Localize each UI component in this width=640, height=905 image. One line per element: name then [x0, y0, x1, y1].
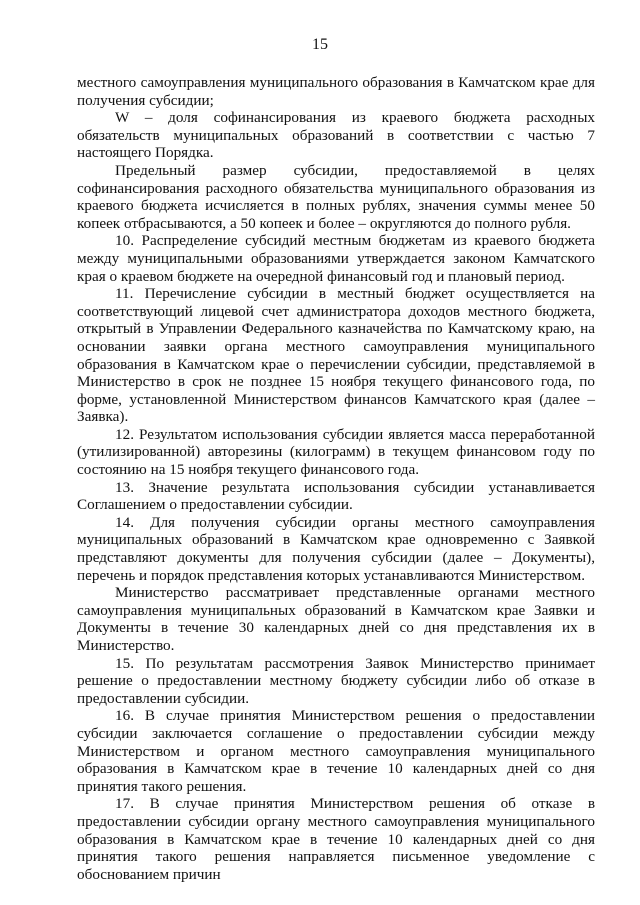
paragraph-item-16: 16. В случае принятия Министерством решения о предоставлении субсидии заключается соглашение о предоставлении субсидии между Министерством и органом местного самоуправления муниципального образования в Камчатском крае в течение 10 календарных дней со дня принятия такого решения.	[77, 707, 595, 795]
paragraph-max-subsidy: Предельный размер субсидии, предоставляемой в целях софинансирования расходного обязательства муниципального образования из краевого бюджета исчисляется в полных рублях, значения суммы менее 50 копеек отбрасываются, а 50 копеек и более – округляются до полного рубля.	[77, 161, 595, 232]
paragraph-item-14: 14. Для получения субсидии органы местного самоуправления муниципальных образований в Камчатском крае одновременно с Заявкой представляют документы для получения субсидии (далее – Документы), перечень и порядок представления которых устанавливаются Министерством.	[77, 513, 595, 584]
paragraph-item-13: 13. Значение результата использования субсидии устанавливается Соглашением о предоставлении субсидии.	[77, 478, 595, 514]
document-body	[77, 74, 595, 883]
paragraph-item-15: 15. По результатам рассмотрения Заявок Министерство принимает решение о предоставлении местному бюджету субсидии либо об отказе в предоставлении субсидии.	[77, 654, 595, 707]
paragraph-item-11: 11. Перечисление субсидии в местный бюджет осуществляется на соответствующий лицевой счет администратора доходов местного бюджета, открытый в Управлении Федерального казначейства по Камчатскому краю, на основании заявки органа местного самоуправления муниципального образования в Камчатском крае о перечислении субсидии, представляемой в Министерство в срок не позднее 15 ноября текущего финансового года, по форме, установленной Министерством финансов Камчатского края (далее – Заявка).	[77, 285, 595, 426]
paragraph-item-12: 12. Результатом использования субсидии является масса переработанной (утилизированной) авторезины (килограмм) в текущем финансовом году по состоянию на 15 ноября текущего финансового года.	[77, 425, 595, 479]
paragraph-ministry-review: Министерство рассматривает представленные органами местного самоуправления муниципальных образований в Камчатском крае Заявки и Документы в течение 30 календарных дней со дня представления их в Министерство.	[77, 584, 595, 654]
paragraph-item-10: 10. Распределение субсидий местным бюджетам из краевого бюджета между муниципальными образованиями утверждается законом Камчатского края о краевом бюджете на очередной финансовый год и плановый период.	[77, 232, 595, 285]
paragraph-item-17: 17. В случае принятия Министерством решения об отказе в предоставлении субсидии органу местного самоуправления муниципального образования в Камчатском крае в течение 10 календарных дней со дня принятия такого решения направляется письменное уведомление с обоснованием причин	[77, 795, 595, 883]
page-number: 15	[312, 36, 328, 53]
paragraph-continuation: местного самоуправления муниципального образования в Камчатском крае для получения субсидии;	[77, 74, 595, 109]
paragraph-w-definition: W – доля софинансирования из краевого бюджета расходных обязательств муниципальных образований в соответствии с частью 7 настоящего Порядка.	[77, 109, 595, 162]
